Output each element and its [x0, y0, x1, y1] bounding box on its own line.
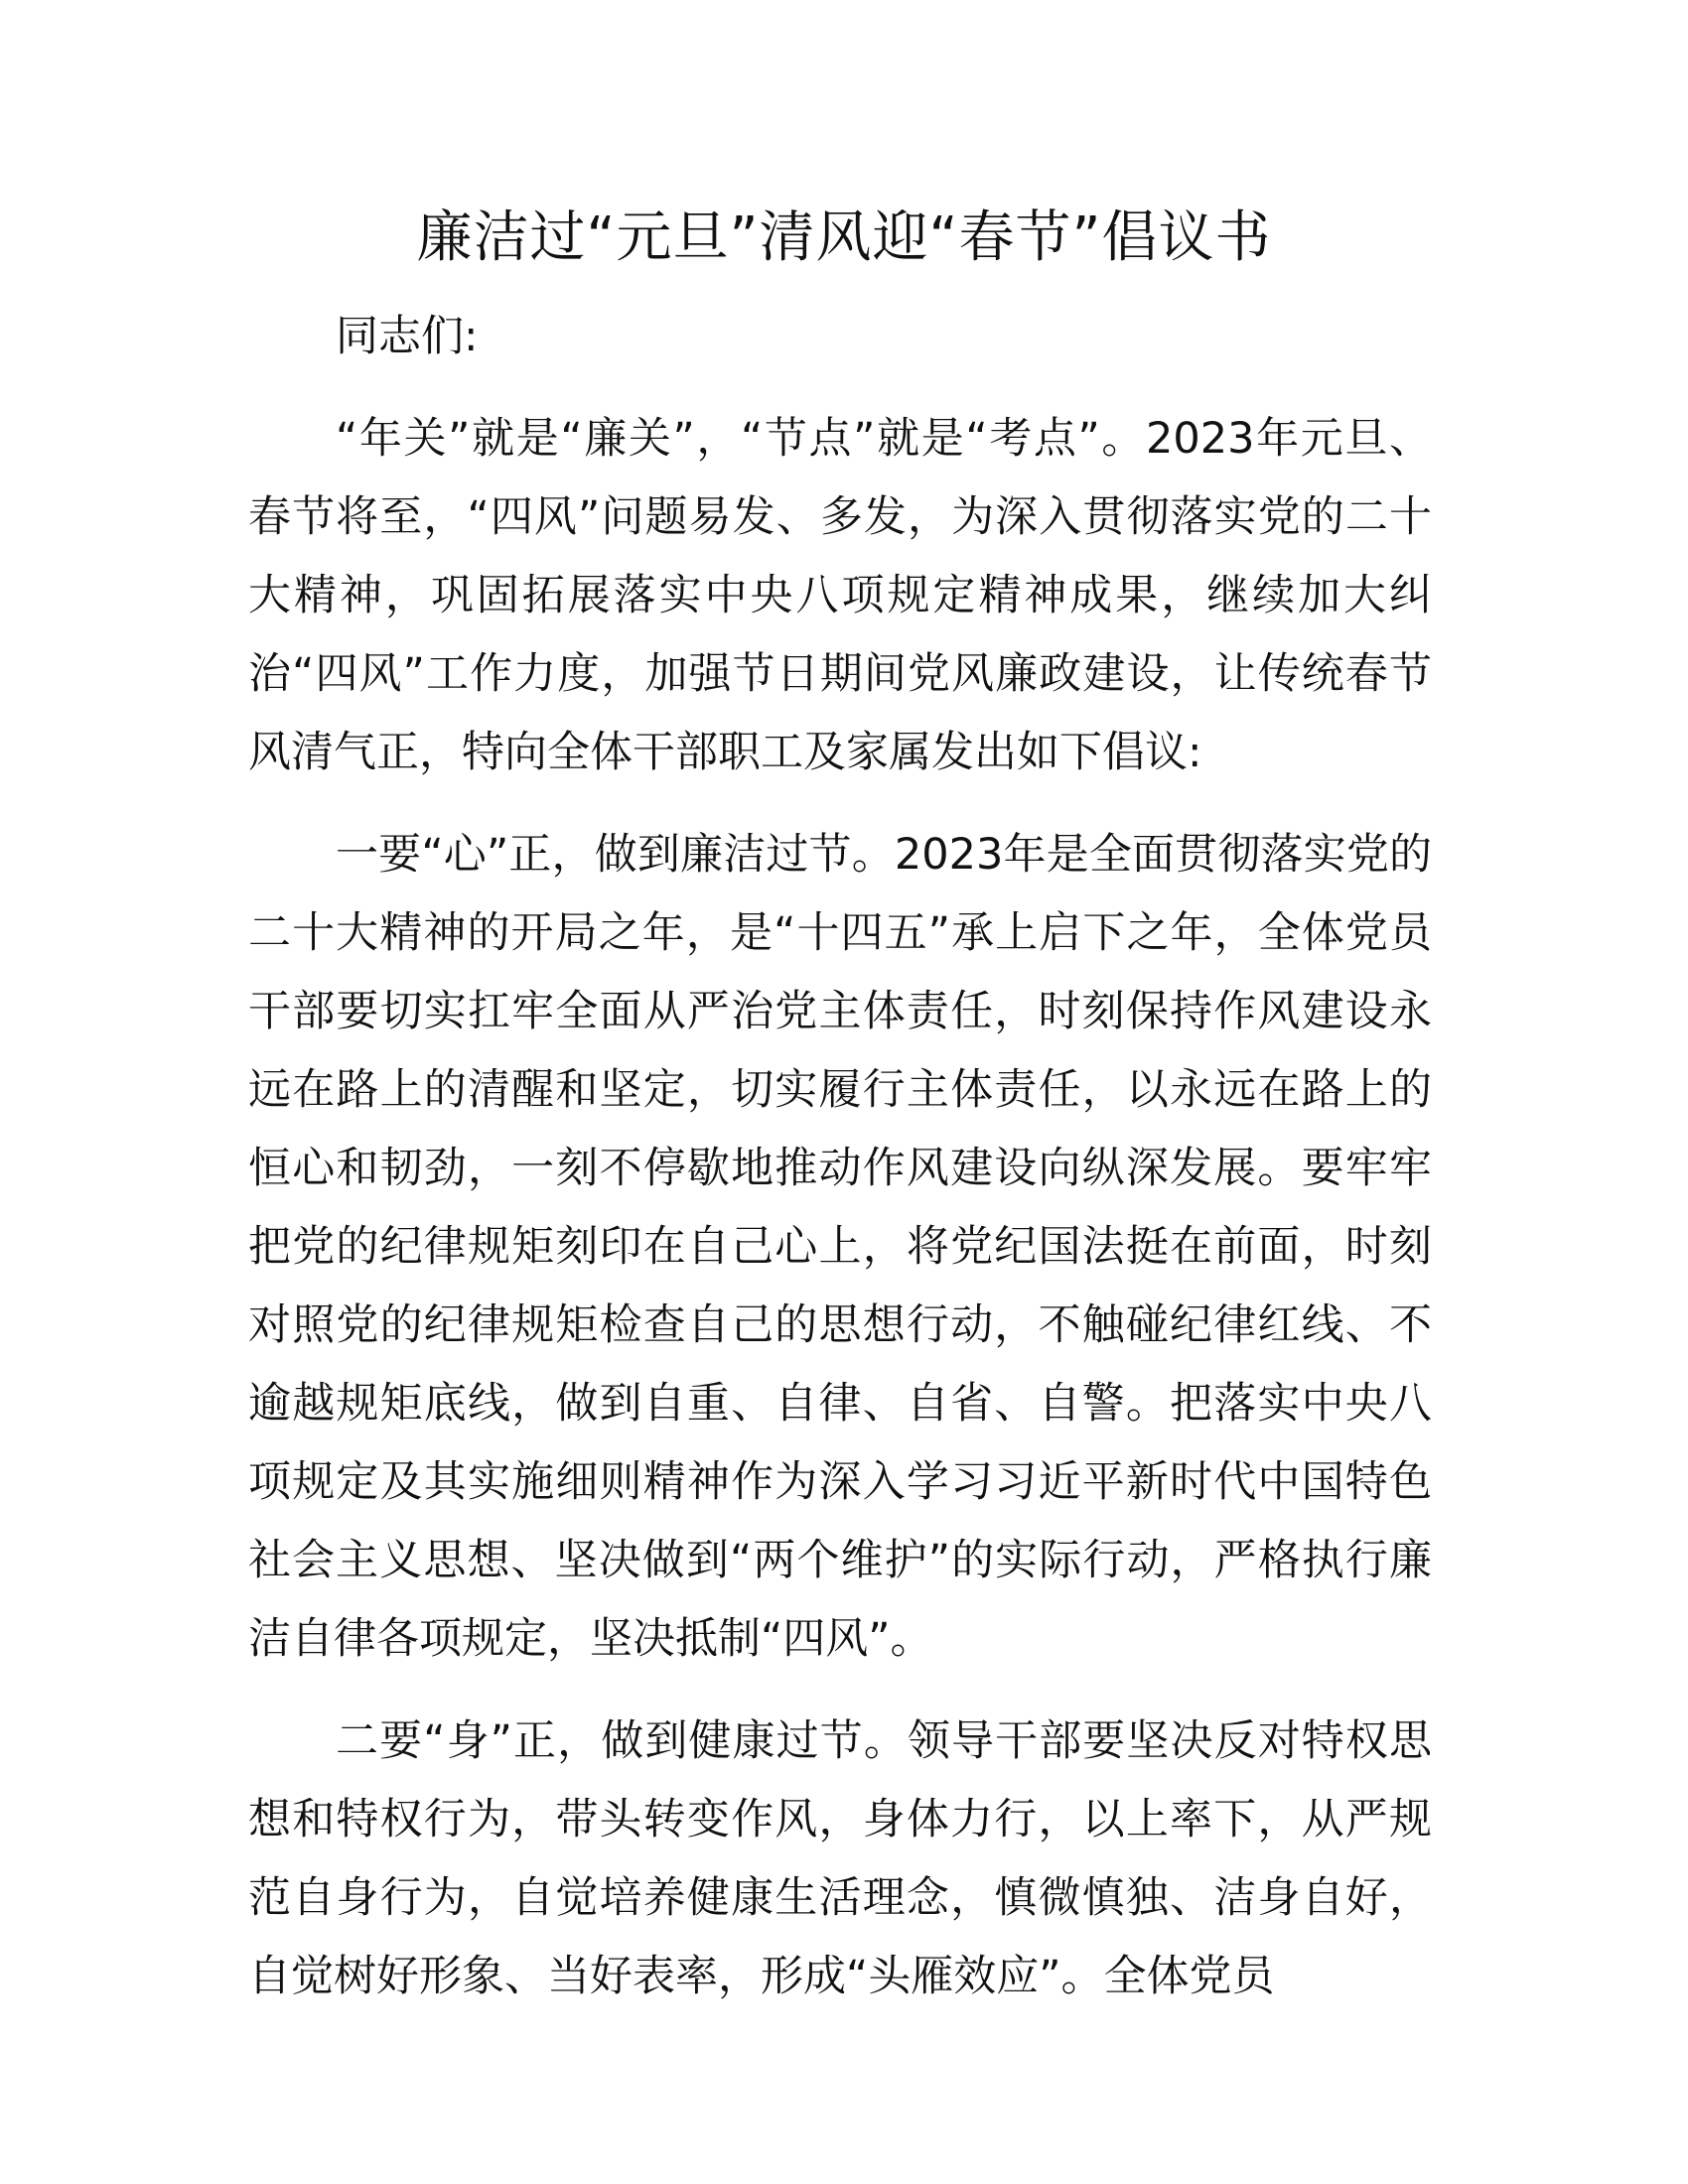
document-title: 廉洁过“元旦”清风迎“春节”倡议书 [416, 205, 1272, 270]
document-body [248, 298, 1432, 2040]
paragraph-point-two: 二要“身”正，做到健康过节。领导干部要坚决反对特权思想和特权行为，带头转变作风，身体力行，以上率下，从严规范自身行为，自觉培养健康生活理念，慎微慎独、洁身自好，自觉树好形象、当好表率，形成“头雁效应”。全体党员 [248, 1716, 1432, 2001]
paragraph-point-one: 一要“心”正，做到廉洁过节。2023年是全面贯彻落实党的二十大精神的开局之年，是“十四五”承上启下之年，全体党员干部要切实扛牢全面从严治党主体责任，时刻保持作风建设永远在路上的清醒和坚定，切实履行主体责任，以永远在路上的恒心和韧劲，一刻不停歇地推动作风建设向纵深发展。要牢牢把党的纪律规矩刻印在自己心上，将党纪国法挺在前面，时刻对照党的纪律规矩检查自己的思想行动，不触碰纪律红线、不逾越规矩底线，做到自重、自律、自省、自警。把落实中央八项规定及其实施细则精神作为深入学习习近平新时代中国特色社会主义思想、坚决做到“两个维护”的实际行动，严格执行廉洁自律各项规定，坚决抵制“四风”。 [248, 830, 1432, 1664]
paragraph-intro: “年关”就是“廉关”，“节点”就是“考点”。2023年元旦、春节将至，“四风”问题易发、多发，为深入贯彻落实党的二十大精神，巩固拓展落实中央八项规定精神成果，继续加大纠治“四风”工作力度，加强节日期间党风廉政建设，让传统春节风清气正，特向全体干部职工及家属发出如下倡议: [248, 414, 1432, 777]
salutation: 同志们: [336, 312, 479, 361]
